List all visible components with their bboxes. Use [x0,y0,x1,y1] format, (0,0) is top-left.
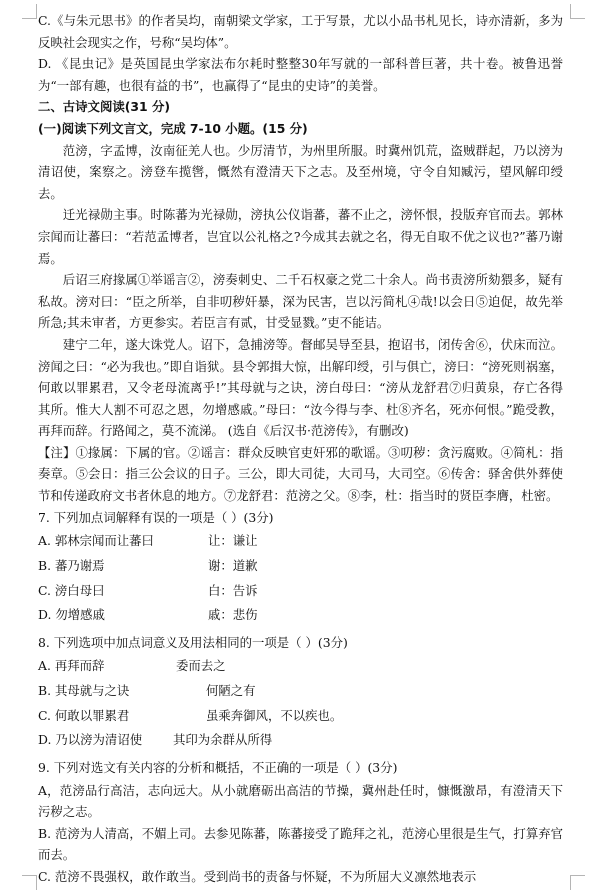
question-9-stem: 9. 下列对选文有关内容的分析和概括，不正确的一项是（ ）(3分) [38,759,398,775]
option-d-text: D. 《昆虫记》是英国昆虫学家法布尔耗时整整30年写就的一部科普巨著，共十卷。被鲁迅誉为“一部有趣，也很有益的书”，也赢得了“昆虫的史诗”的美誉。 [38,56,563,93]
option-text: A. 郭林宗闻而让蕃曰 [38,533,154,549]
passage-paragraph-4: 建宁二年，遂大诛党人。诏下，急捕滂等。督邮吴导至县，抱诏书，闭传舍⑥，伏床而泣。滂闻之曰：“必为我也。”即自诣狱。县令郭揖大惊，出解印绶，引与俱亡，滂曰：“滂死则祸塞，何敢以罪累君，又令老母流离乎!”其母就与之诀，滂白母曰：“滂从龙舒君⑦归黄泉，存亡各得其所。惟大人割不可忍之恩，勿增感戚。”母曰：“汝今得与李、杜⑧齐名，死亦何恨。”跪受教，再拜而辞。行路闻之，莫不流涕。 (选自《后汉书·范滂传》，有删改) [38,336,563,439]
question-9-option-c: C. 范滂不畏强权，敢作敢当。受到尚书的责备与怀疑，不为所屈大义凛然地表示 [38,868,477,884]
crop-mark-top-left [22,4,37,19]
section-title: 二、古诗文阅读(31 分) [38,99,171,115]
passage-paragraph-3: 后诏三府掾属①举谣言②，滂奏刺史、二千石权豪之党二十余人。尚书责滂所劾猥多，疑有私故。滂对曰：“臣之所举，自非叨秽奸暴，深为民害，岂以污简札④哉!以会日⑤迫促，故先举所急;其未审者，方更参实。若臣言有贰，甘受显戮。”吏不能诘。 [38,272,563,331]
option-gloss: 委而去之 [176,658,226,674]
passage-paragraph-1: 范滂，字孟博，汝南征羌人也。少厉清节，为州里所服。时冀州饥荒，盗贼群起，乃以滂为清诏使，案察之。滂登车揽辔，慨然有澄清天下之志。及至州境，守令自知臧污，望风解印绶去。 [38,142,563,201]
question-8-option-d [38,728,563,753]
option-c-text: C.《与朱元思书》的作者吴均，南朝梁文学家，工于写景，尤以小品书札见长，诗亦清新，多为反映社会现实之作，号称“吴均体”。 [38,13,563,50]
crop-mark-bottom-right [570,875,585,890]
question-7-option-b [38,554,563,579]
option-gloss: 虽乘奔御风，不以疾也。 [206,707,343,723]
option-text: A. 再拜而辞 [38,658,105,674]
question-7-option-d [38,603,563,628]
option-text: C. 滂白母曰 [38,582,105,598]
question-8-stem: 8. 下列选项中加点词意义及用法相同的一项是（ ）(3分) [38,634,348,650]
option-text: D. 勿增感戚 [38,607,105,623]
option-gloss: 让：谦让 [208,533,258,549]
passage-paragraph-2: 迁光禄勋主事。时陈蕃为光禄勋，滂执公仪诣蕃，蕃不止之，滂怀恨，投版弃官而去。郭林宗闻而让蕃曰：“若范孟博者，岂宜以公礼格之?今成其去就之名，得无自取不优之议也?”蕃乃谢焉。 [38,207,563,266]
option-text: D. 乃以滂为清诏使 [38,732,143,748]
annotation-note: 【注】①掾属：下属的官。②谣言：群众反映官吏奸邪的歌谣。③叨秽：贪污腐败。④简札：指奏章。⑤会日：指三公会议的日子。三公，即大司徒，大司马，大司空。⑥传舍：驿舍供外葬使节和传递政府文书者休息的地方。⑦龙舒君：范滂之父。⑧李，杜：指当时的贤臣李膺，杜密。 [38,444,563,504]
option-gloss: 谢：道歉 [208,557,258,573]
question-8-option-b [38,679,563,704]
crop-mark-top-right [570,4,585,19]
question-9-option-a: A，范滂品行高洁，志向远大。从小就磨砺出高洁的节操，冀州赴任时，慷慨激昂，有澄清天下污秽之志。 [38,782,563,820]
option-gloss: 何陋之有 [206,683,256,699]
option-text: B. 蕃乃谢焉 [38,557,105,573]
option-text: C. 何敢以罪累君 [38,707,130,723]
question-7-option-a [38,529,563,554]
question-7-stem: 7. 下列加点词解释有误的一项是（ ）(3分) [38,509,274,525]
option-gloss: 白：告诉 [208,582,258,598]
crop-mark-bottom-left [22,875,37,890]
question-7-option-c [38,579,563,604]
exam-page [38,10,563,887]
question-8-option-a [38,654,563,679]
question-8-option-c [38,704,563,729]
option-text: B. 其母就与之诀 [38,683,130,699]
subsection-title: (一)阅读下列文言文，完成 7-10 小题。(15 分) [38,120,308,136]
option-gloss: 戚：悲伤 [208,607,258,623]
option-gloss: 其印为余群从所得 [173,732,273,748]
question-9-option-b: B. 范滂为人清高，不媚上司。去参见陈蕃，陈蕃接受了跪拜之礼，范滂心里很是生气，打算弃官而去。 [38,825,563,863]
